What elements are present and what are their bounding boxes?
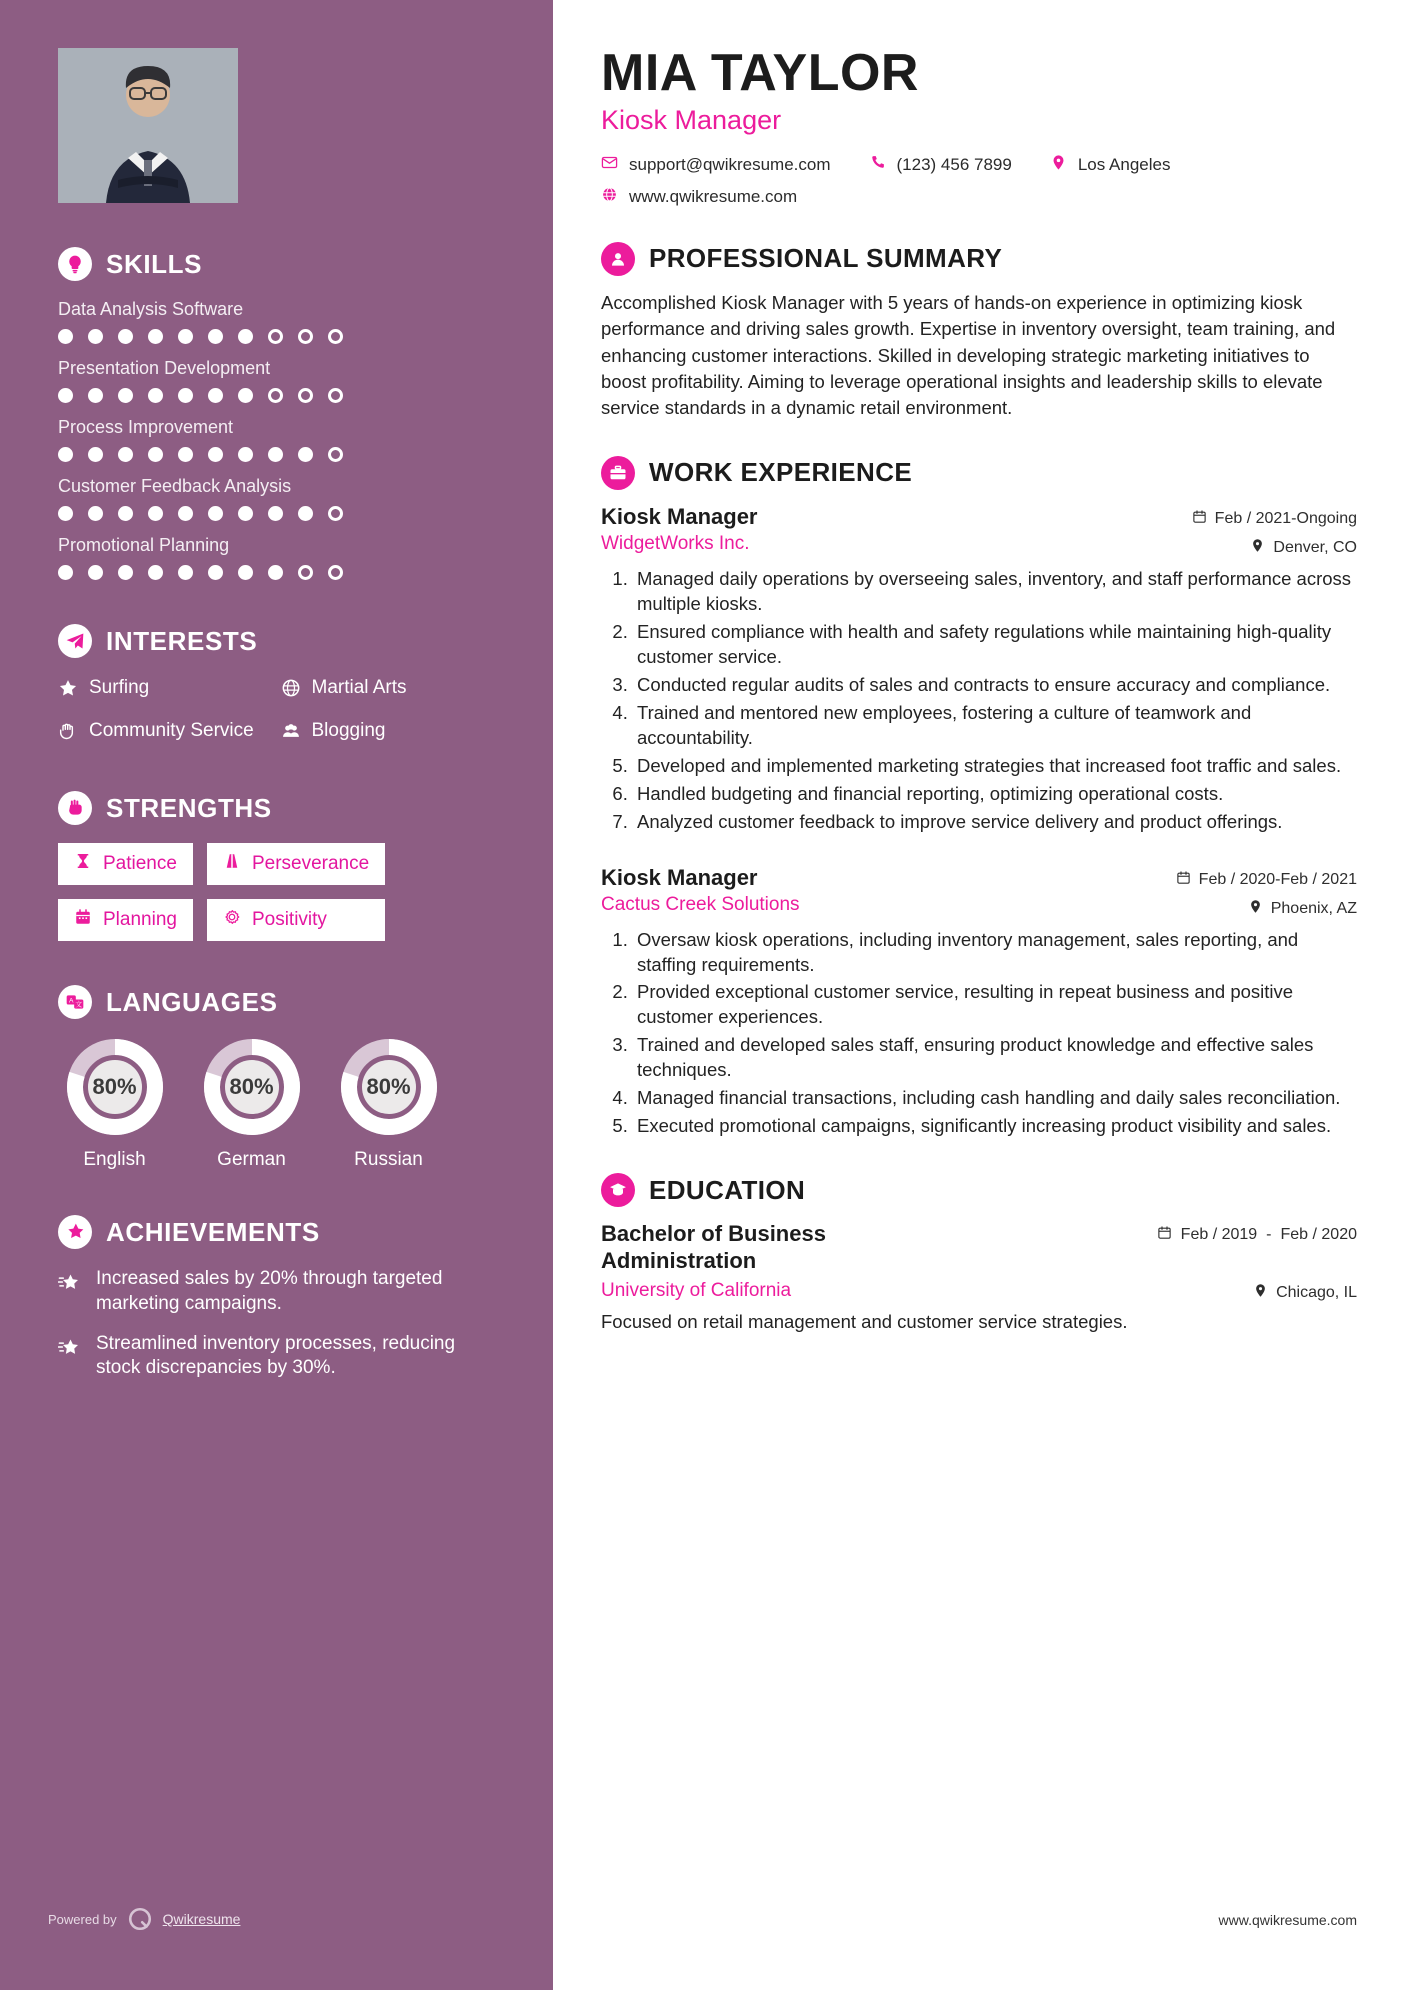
job-bullet: 5. Executed promotional campaigns, significantly increasing product visibility and sales. [633, 1114, 1357, 1139]
main-column [553, 0, 1407, 1990]
languages-title: LANGUAGES [106, 986, 278, 1017]
strength-label: Patience [103, 853, 177, 875]
skill-rating [58, 388, 495, 403]
interest-label: Blogging [311, 720, 386, 742]
job-location-text: Denver, CO [1273, 538, 1357, 556]
skill-rating [58, 447, 495, 462]
qwikresume-logo-icon [127, 1906, 153, 1932]
profile-photo [58, 48, 238, 203]
svg-text:A: A [69, 997, 74, 1005]
rating-dot-empty [268, 329, 283, 344]
rating-dot-empty [328, 565, 343, 580]
rating-dot-filled [208, 388, 223, 403]
skill-rating [58, 329, 495, 344]
rating-dot-filled [178, 329, 193, 344]
rating-dot-filled [118, 565, 133, 580]
job-title: Kiosk Manager [601, 503, 758, 529]
contact-location-text: Los Angeles [1077, 154, 1171, 174]
rating-dot-empty [328, 447, 343, 462]
hand-icon [58, 719, 78, 747]
summary-title: PROFESSIONAL SUMMARY [649, 243, 1003, 274]
languages-section [58, 985, 495, 1171]
skill-item [58, 299, 495, 344]
rating-dot-empty [328, 506, 343, 521]
briefcase-icon [601, 456, 635, 490]
skill-name: Promotional Planning [58, 535, 230, 555]
skill-name: Presentation Development [58, 358, 271, 378]
job-bullet: 7. Analyzed customer feedback to improve service delivery and product offerings. [633, 810, 1357, 835]
mountain-icon [223, 852, 241, 876]
rating-dot-filled [148, 388, 163, 403]
paper-plane-icon [58, 624, 92, 658]
education-header [601, 1173, 1357, 1207]
graduation-icon [601, 1173, 635, 1207]
achievement-text: Increased sales by 20% through targeted marketing campaigns. [96, 1268, 443, 1314]
job-entry-sub [601, 894, 1357, 919]
job-dates-text: Feb / 2020-Feb / 2021 [1198, 870, 1357, 888]
powered-by-label: Powered by [48, 1911, 117, 1927]
achievements-section [58, 1215, 495, 1380]
rating-dot-filled [238, 506, 253, 521]
map-pin-icon [1050, 154, 1067, 176]
summary-text: Accomplished Kiosk Manager with 5 years of hands-on experience in optimizing kiosk performance and driving sales growth. Expertise in inventory oversight, team training, and enhancing customer interactions. Skilled in developing strategic marketing initiatives to boost profitability. Aiming to leverage operational insights and leadership skills to elevate service standards in a dynamic retail environment. [601, 291, 1336, 419]
language-item [195, 1037, 308, 1171]
contact-website[interactable] [601, 186, 797, 208]
skill-name: Data Analysis Software [58, 299, 244, 319]
skill-rating [58, 565, 495, 580]
skill-rating [58, 506, 495, 521]
contact-phone-text: (123) 456 7899 [896, 154, 1012, 174]
rating-dot-empty [328, 388, 343, 403]
strength-badge [58, 843, 193, 885]
achievements-list [58, 1267, 495, 1380]
strengths-title: STRENGTHS [106, 792, 272, 823]
rating-dot-empty [298, 329, 313, 344]
job-location [1250, 533, 1357, 558]
fist-icon [58, 791, 92, 825]
rating-dot-filled [298, 447, 313, 462]
education-title: EDUCATION [649, 1174, 806, 1205]
rating-dot-filled [238, 447, 253, 462]
rating-dot-filled [208, 447, 223, 462]
rating-dot-filled [118, 388, 133, 403]
strength-label: Planning [103, 909, 177, 931]
interests-list [58, 676, 495, 747]
education-location [1253, 1278, 1357, 1303]
skills-title: SKILLS [106, 248, 203, 279]
job-bullet: 4. Managed financial transactions, including cash handling and daily sales reconciliation. [633, 1086, 1357, 1111]
rating-dot-filled [88, 329, 103, 344]
language-percent: 80% [366, 1074, 411, 1100]
job-entry-head [601, 865, 1357, 891]
achievements-header [58, 1215, 495, 1249]
star-badge-icon [58, 1215, 92, 1249]
rating-dot-filled [58, 565, 73, 580]
rating-dot-filled [58, 506, 73, 521]
rating-dot-filled [298, 506, 313, 521]
work-title: WORK EXPERIENCE [649, 457, 913, 488]
translate-icon [58, 985, 92, 1019]
job-bullet-list [633, 567, 1357, 835]
rating-dot-filled [178, 506, 193, 521]
rating-dot-empty [268, 388, 283, 403]
rating-dot-filled [208, 565, 223, 580]
job-bullet: 1. Managed daily operations by overseeing sales, inventory, and staff performance across multiple kiosks. [633, 567, 1357, 617]
job-location [1248, 894, 1357, 919]
interests-section [58, 624, 495, 747]
job-role-subtitle: Kiosk Manager [601, 104, 782, 135]
strengths-section [58, 791, 495, 941]
qwikresume-link[interactable]: Qwikresume [162, 1911, 241, 1927]
education-degree: Bachelor of Business Administration [601, 1221, 826, 1273]
education-date-start: Feb / 2019 [1180, 1226, 1258, 1244]
calendar-icon [1176, 870, 1191, 890]
job-bullet: 6. Handled budgeting and financial reporting, optimizing operational costs. [633, 782, 1357, 807]
rating-dot-filled [58, 447, 73, 462]
job-bullet-list [633, 928, 1357, 1140]
job-bullet: 1. Oversaw kiosk operations, including inventory management, sales reporting, and staffing requirements. [633, 928, 1357, 978]
rating-dot-filled [118, 506, 133, 521]
job-bullet: 3. Conducted regular audits of sales and contracts to ensure accuracy and compliance. [633, 673, 1357, 698]
achievement-star-icon [58, 1332, 83, 1363]
job-bullet: 4. Trained and mentored new employees, fostering a culture of teamwork and accountability. [633, 701, 1357, 751]
rating-dot-filled [238, 565, 253, 580]
language-percent: 80% [229, 1074, 274, 1100]
rating-dot-filled [148, 329, 163, 344]
skill-item [58, 535, 495, 580]
rating-dot-filled [148, 565, 163, 580]
contact-email-text: support@qwikresume.com [629, 154, 831, 174]
interest-label: Surfing [89, 677, 150, 698]
main-footer-url[interactable]: www.qwikresume.com [1218, 1912, 1357, 1928]
job-list [601, 504, 1357, 1139]
language-name: German [217, 1149, 286, 1171]
achievement-star-icon [58, 1267, 83, 1298]
education-dates [1157, 1221, 1357, 1245]
interest-item [281, 676, 496, 704]
globe-icon [601, 186, 618, 208]
rating-dot-filled [238, 329, 253, 344]
rating-dot-filled [178, 388, 193, 403]
language-item [58, 1037, 171, 1171]
calendar-icon [1192, 509, 1207, 529]
skill-name: Customer Feedback Analysis [58, 476, 292, 496]
language-item [332, 1037, 445, 1171]
strength-label: Perseverance [251, 853, 370, 875]
work-header [601, 456, 1357, 490]
job-company: Cactus Creek Solutions [601, 893, 800, 915]
languages-list [58, 1037, 495, 1171]
contact-phone[interactable] [869, 154, 1012, 176]
skills-header [58, 247, 495, 281]
gear-icon [223, 908, 241, 932]
rating-dot-filled [58, 329, 73, 344]
job-company: WidgetWorks Inc. [601, 532, 750, 554]
rating-dot-filled [178, 565, 193, 580]
language-progress-ring [65, 1037, 165, 1137]
rating-dot-filled [268, 565, 283, 580]
job-dates [1192, 504, 1357, 529]
achievement-text: Streamlined inventory processes, reducing stock discrepancies by 30%. [96, 1332, 456, 1379]
language-progress-ring [339, 1037, 439, 1137]
job-bullet: 3. Trained and developed sales staff, ensuring product knowledge and effective sales techniques. [633, 1033, 1357, 1083]
lightbulb-icon [58, 247, 92, 281]
rating-dot-filled [148, 506, 163, 521]
rating-dot-filled [268, 447, 283, 462]
rating-dot-filled [88, 506, 103, 521]
interests-header [58, 624, 495, 658]
map-pin-icon [1253, 1283, 1268, 1303]
svg-text:文: 文 [75, 1001, 83, 1009]
interest-label: Community Service [89, 720, 254, 742]
contact-block [601, 154, 1357, 208]
job-entry-sub [601, 533, 1357, 558]
rating-dot-empty [298, 388, 313, 403]
contact-website-text: www.qwikresume.com [629, 186, 798, 206]
education-date-separator: - [1266, 1226, 1272, 1244]
education-note: Focused on retail management and customer service strategies. [601, 1311, 1128, 1333]
skills-section [58, 247, 495, 580]
skill-item [58, 476, 495, 521]
rating-dot-filled [88, 565, 103, 580]
rating-dot-filled [118, 329, 133, 344]
education-school: University of California [601, 1279, 792, 1301]
skill-item [58, 358, 495, 403]
globe-icon [281, 676, 301, 704]
rating-dot-filled [238, 388, 253, 403]
envelope-icon [601, 154, 618, 176]
job-dates-text: Feb / 2021-Ongoing [1214, 509, 1357, 527]
strengths-header [58, 791, 495, 825]
calendar-icon [74, 908, 92, 932]
education-entry-sub [601, 1278, 1357, 1303]
skill-item [58, 417, 495, 462]
interest-item [58, 719, 273, 747]
rating-dot-filled [88, 388, 103, 403]
contact-email[interactable] [601, 154, 831, 176]
interest-item [281, 719, 496, 747]
language-percent: 80% [92, 1074, 137, 1100]
rating-dot-filled [148, 447, 163, 462]
job-bullet: 2. Ensured compliance with health and safety regulations while maintaining high-quality customer service. [633, 620, 1357, 670]
interest-label: Martial Arts [311, 677, 407, 698]
summary-header [601, 242, 1357, 276]
job-bullet: 5. Developed and implemented marketing strategies that increased foot traffic and sales. [633, 754, 1357, 779]
achievement-item [58, 1267, 495, 1316]
skills-list [58, 299, 495, 580]
strengths-list [58, 843, 495, 941]
rating-dot-filled [268, 506, 283, 521]
language-name: Russian [354, 1149, 423, 1171]
strength-label: Positivity [251, 909, 327, 931]
education-date-end: Feb / 2020 [1280, 1226, 1357, 1244]
job-location-text: Phoenix, AZ [1270, 899, 1357, 917]
sidebar [0, 0, 553, 1990]
rating-dot-filled [58, 388, 73, 403]
language-progress-ring [202, 1037, 302, 1137]
phone-icon [869, 154, 886, 176]
strength-badge [207, 843, 385, 885]
star-icon [58, 676, 78, 704]
job-entry-head [601, 504, 1357, 530]
achievement-item [58, 1332, 495, 1381]
rating-dot-empty [328, 329, 343, 344]
user-circle-icon [601, 242, 635, 276]
languages-header [58, 985, 495, 1019]
education-entry-head [601, 1221, 1357, 1274]
page-title: MIA TAYLOR [601, 44, 919, 102]
job-entry [601, 504, 1357, 835]
rating-dot-filled [178, 447, 193, 462]
sidebar-footer [48, 1906, 240, 1932]
language-name: English [83, 1149, 146, 1171]
calendar-icon [1157, 1225, 1172, 1245]
job-bullet: 2. Provided exceptional customer service, resulting in repeat business and positive customer experiences. [633, 980, 1357, 1030]
rating-dot-filled [118, 447, 133, 462]
interest-item [58, 676, 273, 704]
rating-dot-filled [88, 447, 103, 462]
map-pin-icon [1248, 899, 1263, 919]
interests-title: INTERESTS [106, 625, 258, 656]
hourglass-icon [74, 852, 92, 876]
rating-dot-filled [208, 329, 223, 344]
strength-badge [58, 899, 193, 941]
skill-name: Process Improvement [58, 417, 234, 437]
job-dates [1176, 865, 1357, 890]
map-pin-icon [1250, 538, 1265, 558]
education-section [601, 1173, 1357, 1333]
rating-dot-empty [298, 565, 313, 580]
work-section [601, 456, 1357, 1139]
education-location-text: Chicago, IL [1276, 1284, 1357, 1302]
job-entry [601, 865, 1357, 1140]
achievements-title: ACHIEVEMENTS [106, 1216, 320, 1247]
rating-dot-filled [208, 506, 223, 521]
strength-badge [207, 899, 385, 941]
job-title: Kiosk Manager [601, 864, 758, 890]
summary-section [601, 242, 1357, 422]
users-icon [281, 719, 301, 747]
contact-location [1050, 154, 1171, 176]
